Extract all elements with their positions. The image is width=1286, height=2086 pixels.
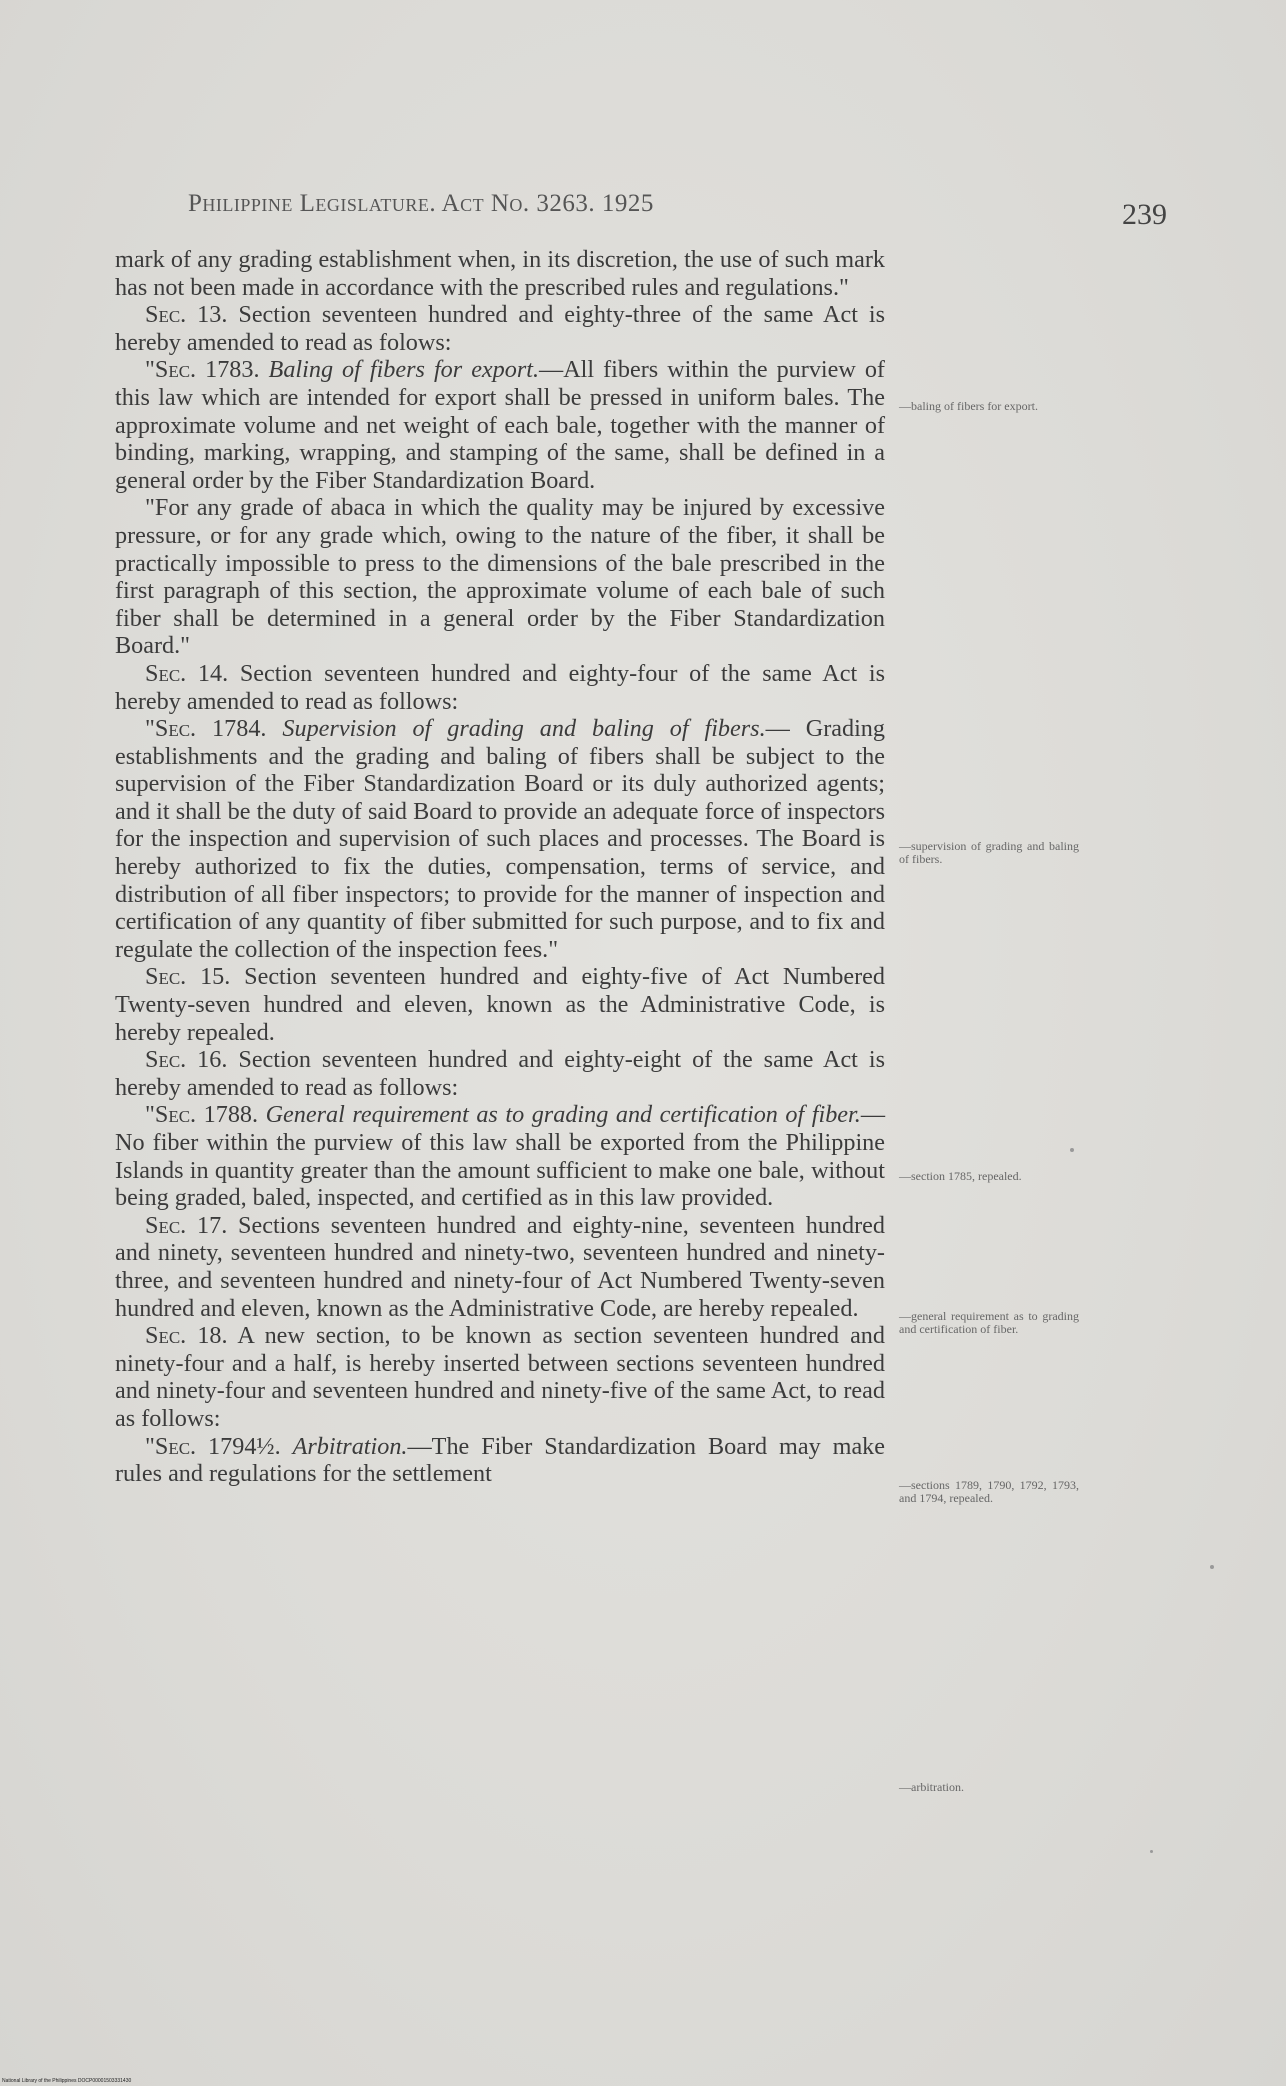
- section-label: Sec.: [145, 963, 187, 991]
- page-number: 239: [1122, 198, 1167, 231]
- paragraph: [115, 715, 885, 963]
- margin-note-supervision: —supervision of grading and baling of fibers.: [899, 839, 1079, 866]
- section-label: Sec.: [154, 356, 197, 384]
- paragraph-text: 1788.: [196, 1101, 266, 1129]
- margin-note-baling: —baling of fibers for export.: [899, 399, 1038, 413]
- section-label: Sec.: [145, 1211, 187, 1239]
- section-heading: Supervision of grading and baling of fibers.: [282, 715, 766, 743]
- margin-note-section-1785: —section 1785, repealed.: [899, 1169, 1022, 1183]
- paragraph-text: 16. Section seventeen hundred and eighty-eight of the same Act is hereby amended to read as follows:: [115, 1046, 885, 1101]
- section-heading: General requirement as to grading and certification of fiber.: [265, 1101, 861, 1129]
- paragraph-text: 1794½.: [196, 1432, 293, 1460]
- paragraph-text: 13. Section seventeen hundred and eighty-three of the same Act is hereby amended to read as folows:: [115, 301, 885, 356]
- scan-footer: National Library of the Philippines DOCP00001503331430: [2, 2078, 132, 2084]
- margin-note-general-requirement: —general requirement as to grading and certification of fiber.: [899, 1309, 1079, 1336]
- paragraph-text: mark of any grading establishment when, in its discretion, the use of such mark has not been made in accordance with the prescribed rules and regulations.": [115, 246, 885, 301]
- paragraph-text: 14. Section seventeen hundred and eighty-four of the same Act is hereby amended to read as follows:: [115, 659, 885, 715]
- paragraph-text: 15. Section seventeen hundred and eighty-five of Act Numbered Twenty-seven hundred and eleven, known as the Administrative Code, is hereby repealed.: [115, 963, 885, 1046]
- section-label: Sec.: [145, 1322, 187, 1350]
- section-label: Sec.: [154, 715, 197, 743]
- paragraph-text: 17. Sections seventeen hundred and eighty-nine, seventeen hundred and ninety, seventeen hundred and ninety-two, seventeen hundred and ninety-three, and seventeen hundred and ninety-four of Act Numbered Twenty-seven hundred and eleven, known as the Administrative Code, are hereby repealed.: [115, 1211, 885, 1322]
- margin-note-arbitration: —arbitration.: [899, 1780, 964, 1794]
- paragraph-text: "For any grade of abaca in which the quality may be injured by excessive pressure, or for any grade which, owing to the nature of the fiber, it shall be practically impossible to press to the dimensions of the bale prescribed in the first paragraph of this section, the approximate volume of each bale of such fiber shall be determined in a general order by the Fiber Standardization Board.": [115, 494, 885, 660]
- body-text: [115, 246, 885, 1488]
- section-label: Sec.: [145, 1046, 187, 1074]
- paragraph: [115, 301, 885, 356]
- paragraph: [115, 963, 885, 1046]
- paragraph: [115, 246, 885, 301]
- paragraph-text: ": [145, 1101, 155, 1129]
- paper-speck: [1070, 1148, 1074, 1152]
- section-label: Sec.: [145, 301, 187, 329]
- paragraph: [115, 1046, 885, 1101]
- section-label: Sec.: [154, 1432, 197, 1460]
- running-head: Philippine Legislature. Act No. 3263. 1925: [188, 190, 654, 217]
- paragraph-text: —The Fiber Standardization Board may make rules and regulations for the settlement: [115, 1432, 886, 1488]
- margin-note-sections-repealed: —sections 1789, 1790, 1792, 1793, and 1794, repealed.: [899, 1478, 1079, 1505]
- paragraph: [115, 1322, 885, 1432]
- paragraph-text: ": [145, 715, 155, 743]
- paragraph: [115, 1433, 885, 1488]
- paper-speck: [1210, 1565, 1214, 1569]
- section-label: Sec.: [154, 1101, 197, 1129]
- paragraph: [115, 1101, 885, 1211]
- paragraph-text: — Grading establishments and the grading and baling of fibers shall be subject to the supervision of the Fiber Standardization Board or its duly authorized agents; and it shall be the duty of said Board to provide an adequate force of inspectors for the inspection and supervision of such places and processes. The Board is hereby authorized to fix the duties, compensation, terms of service, and distribution of all fiber inspectors; to provide for the manner of inspection and certification of any quantity of fiber submitted for such purpose, and to fix and regulate the collection of the inspection fees.": [115, 715, 885, 963]
- paragraph-text: —No fiber within the purview of this law shall be exported from the Philippine Islands in quantity greater than the amount sufficient to make one bale, without being graded, baled, inspected, and certified as in this law provided.: [115, 1101, 885, 1212]
- paragraph-text: —All fibers within the purview of this law which are intended for export shall be pressed in uniform bales. The approximate volume and net weight of each bale, together with the manner of binding, marking, wrapping, and stamping of the same, shall be defined in a general order by the Fiber Standardization Board.: [115, 356, 885, 494]
- paragraph-text: 1784.: [196, 715, 283, 743]
- paragraph-text: ": [145, 356, 155, 384]
- paragraph: [115, 356, 885, 494]
- section-label: Sec.: [145, 659, 187, 687]
- paragraph-text: ": [145, 1432, 155, 1460]
- paragraph: [115, 1212, 885, 1322]
- section-heading: Arbitration.: [292, 1432, 408, 1460]
- section-heading: Baling of fibers for export.: [268, 356, 540, 384]
- paragraph: [115, 494, 885, 660]
- paper-speck: [1150, 1850, 1153, 1853]
- paragraph: [115, 660, 885, 715]
- paragraph-text: 1783.: [196, 356, 269, 384]
- paragraph-text: 18. A new section, to be known as section seventeen hundred and ninety-four and a half, is hereby inserted between sections seventeen hundred and ninety-four and seventeen hundred and ninety-five of the same Act, to read as follows:: [115, 1322, 885, 1432]
